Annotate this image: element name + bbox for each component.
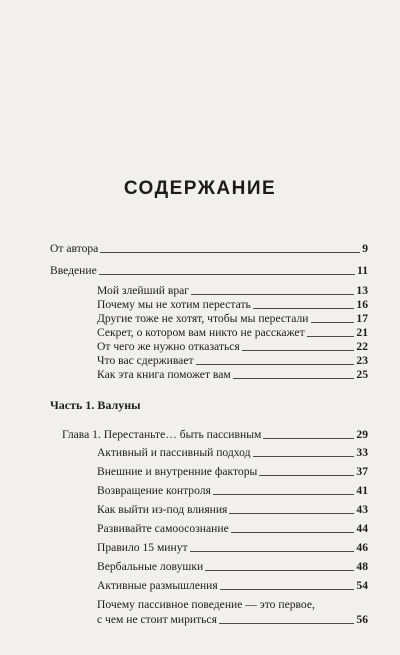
- toc-entry-label: Как эта книга поможет вам: [97, 368, 231, 381]
- toc-entry[interactable]: [97, 326, 368, 340]
- toc-entry-label-line-2: с чем не стоит мириться: [97, 613, 217, 626]
- toc-entry[interactable]: [97, 446, 368, 460]
- toc-entry[interactable]: [97, 465, 368, 479]
- page-title: СОДЕРЖАНИЕ: [123, 178, 277, 199]
- toc-entry[interactable]: [97, 312, 368, 326]
- toc-entry-label-line-1: Почему пассивное поведение — это первое,: [97, 598, 315, 611]
- toc-part-heading[interactable]: Часть 1. Валуны: [50, 398, 141, 412]
- toc-page-number: 16: [356, 298, 368, 311]
- toc-page-number: 13: [356, 284, 368, 297]
- toc-entry-label: От чего же нужно отказаться: [97, 340, 240, 353]
- toc-entry-label: Секрет, о котором вам никто не расскажет: [97, 326, 305, 339]
- toc-entry-label: Развивайте самоосознание: [97, 522, 229, 535]
- toc-entry-label: Правило 15 минут: [97, 541, 188, 554]
- toc-leader-line: [219, 623, 355, 624]
- toc-leader-line: [205, 570, 354, 571]
- toc-entry-label: От автора: [50, 242, 99, 255]
- toc-entry[interactable]: [97, 298, 368, 312]
- toc-entry-line-2: [97, 613, 368, 627]
- toc-leader-line: [307, 336, 355, 337]
- toc-leader-line: [220, 589, 355, 590]
- toc-entry-label: Вербальные ловушки: [97, 560, 204, 573]
- toc-entry-label: Активный и пассивный подход: [97, 446, 251, 459]
- toc-page-number: 37: [356, 465, 368, 478]
- toc-chapter-entry[interactable]: [62, 428, 368, 442]
- toc-entry-label: Возвращение контроля: [97, 484, 211, 497]
- toc-entry-label: Другие тоже не хотят, чтобы мы перестали: [97, 312, 309, 325]
- toc-page-number: 33: [356, 446, 368, 459]
- toc-entry[interactable]: [97, 368, 368, 382]
- toc-page-number: 56: [356, 613, 368, 626]
- toc-leader-line: [229, 513, 354, 514]
- toc-leader-line: [311, 322, 355, 323]
- toc-page-number: 29: [356, 428, 368, 441]
- toc-page-number: 43: [356, 503, 368, 516]
- toc-page-number: 48: [356, 560, 368, 573]
- toc-page-number: 23: [356, 354, 368, 367]
- toc-leader-line: [190, 551, 355, 552]
- toc-leader-line: [253, 308, 355, 309]
- toc-page-number: 46: [356, 541, 368, 554]
- toc-page-number: 25: [356, 368, 368, 381]
- toc-leader-line: [233, 378, 355, 379]
- toc-entry-label: Глава 1. Перестаньте… быть пассивным: [62, 428, 262, 441]
- toc-leader-line: [196, 364, 355, 365]
- toc-entry[interactable]: [97, 503, 368, 517]
- toc-leader-line: [100, 252, 360, 253]
- toc-leader-line: [213, 494, 355, 495]
- toc-leader-line: [191, 294, 354, 295]
- toc-entry[interactable]: [97, 284, 368, 298]
- toc-page-number: 54: [356, 579, 368, 592]
- toc-entry[interactable]: [97, 522, 368, 536]
- toc-entry-label: Почему мы не хотим перестать: [97, 298, 251, 311]
- toc-entry[interactable]: [97, 354, 368, 368]
- toc-page-number: 41: [356, 484, 368, 497]
- toc-entry-label: Что вас сдерживает: [97, 354, 194, 367]
- toc-leader-line: [263, 438, 354, 439]
- toc-entry-from-author[interactable]: [50, 242, 368, 256]
- toc-entry-label: Введение: [50, 264, 97, 277]
- toc-entry[interactable]: [97, 340, 368, 354]
- toc-page-number: 44: [356, 522, 368, 535]
- toc-entry-multiline[interactable]: [97, 597, 368, 627]
- toc-page-number: 22: [356, 340, 368, 353]
- toc-entry[interactable]: [97, 484, 368, 498]
- toc-leader-line: [99, 274, 355, 275]
- toc-leader-line: [231, 532, 355, 533]
- toc-entry-introduction[interactable]: [50, 264, 368, 278]
- toc-page-number: 11: [357, 264, 368, 277]
- toc-leader-line: [242, 350, 355, 351]
- toc-entry[interactable]: [97, 541, 368, 555]
- toc-entry-label: Внешние и внутренние факторы: [97, 465, 258, 478]
- toc-entry[interactable]: [97, 579, 368, 593]
- toc-leader-line: [259, 475, 354, 476]
- toc-leader-line: [253, 456, 355, 457]
- toc-page-number: 21: [356, 326, 368, 339]
- toc-page-number: 17: [356, 312, 368, 325]
- toc-page-number: 9: [362, 242, 368, 255]
- toc-entry-label: Как выйти из-под влияния: [97, 503, 228, 516]
- toc-entry[interactable]: [97, 560, 368, 574]
- toc-entry-label: Мой злейший враг: [97, 284, 190, 297]
- toc-entry-label: Активные размышления: [97, 579, 218, 592]
